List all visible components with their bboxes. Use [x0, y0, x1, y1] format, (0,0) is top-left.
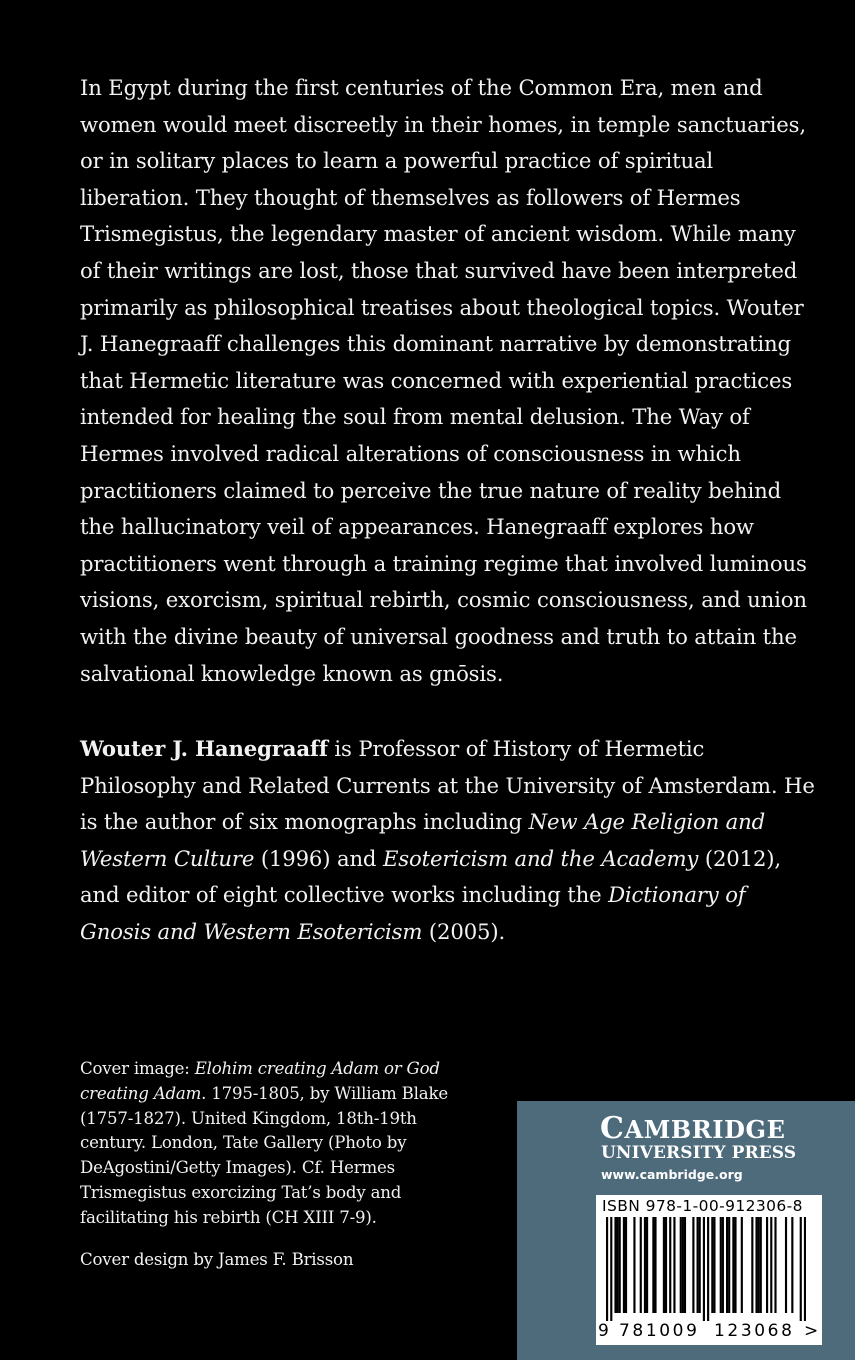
- publisher-panel: [517, 1101, 855, 1360]
- barcode-bar: [682, 1217, 684, 1313]
- author-bio: [80, 731, 820, 951]
- barcode-bar: [663, 1217, 665, 1313]
- publisher-subtitle: UNIVERSITY PRESS: [601, 1143, 797, 1163]
- barcode-bar: [623, 1217, 625, 1313]
- publisher-logo-name: [600, 1112, 850, 1147]
- barcode-bar: [713, 1217, 715, 1313]
- barcode-bar: [633, 1217, 635, 1313]
- book-title: Dictionary of Gnosis and Western Esotericism: [80, 882, 746, 944]
- barcode-bar: [640, 1217, 642, 1313]
- credit-prefix: Cover image:: [80, 1059, 195, 1078]
- barcode-bar: [726, 1217, 728, 1313]
- author-name: Wouter J. Hanegraaff: [80, 736, 328, 761]
- isbn-label: ISBN 978-1-00-912306-8: [602, 1197, 803, 1215]
- bio-paragraph: [80, 731, 820, 951]
- bio-text: (2005).: [422, 918, 506, 944]
- credit-text: . 1795-1805, by William Blake (1757-1827). United Kingdom, 18th-19th century. London, Tate Gallery (Photo by DeAgostini/Getty Images). Cf. Hermes Trismegistus exorcizing Tat’s body and facilitating his rebirth (CH XIII 7-9).: [80, 1083, 448, 1227]
- bio-text: (1996) and: [254, 845, 383, 871]
- barcode-bar: [652, 1217, 654, 1313]
- barcode-bar: [703, 1217, 705, 1321]
- barcode-bar: [758, 1217, 760, 1313]
- blurb-paragraph: In Egypt during the first centuries of the Common Era, men and women would meet discreetly in their homes, in temple sanctuaries, or in solitary places to learn a powerful practice of spiritual liberation. They thought of themselves as followers of Hermes Trismegistus, the legendary master of ancient wisdom. While many of their writings are lost, those that survived have been interpreted primarily as philosophical treatises about theological topics. Wouter J. Hanegraaff challenges this dominant narrative by demonstrating that Hermetic literature was concerned with experiential practices intended for healing the soul from mental delusion. The Way of Hermes involved radical alterations of consciousness in which practitioners claimed to perceive the true nature of reality behind the hallucinatory veil of appearances. Hanegraaff explores how practitioners went through a training regime that involved luminous visions, exorcism, spiritual rebirth, cosmic consciousness, and union with the divine beauty of universal goodness and truth to attain the salvational knowledge known as gnōsis.: [80, 75, 807, 686]
- barcode-bar: [711, 1217, 713, 1313]
- barcode-bar: [619, 1217, 621, 1313]
- logo-initial: C: [600, 1111, 625, 1146]
- barcode-first-digit: 9: [598, 1321, 609, 1341]
- bio-text: (2012), and editor of eight collective works including the: [80, 845, 781, 908]
- credit-paragraph: [80, 1057, 480, 1231]
- barcode-bar: [751, 1217, 753, 1313]
- bio-text: is Professor of History of Hermetic Philosophy and Related Currents at the University of Amsterdam. He is the author of six monographs including: [80, 736, 815, 835]
- barcode-bar: [755, 1217, 757, 1313]
- barcode-bar: [684, 1217, 686, 1313]
- artwork-title: Elohim creating Adam or God creating Adam: [80, 1059, 440, 1103]
- book-title: Esotericism and the Academy: [382, 845, 699, 871]
- barcode-bar: [770, 1217, 772, 1313]
- logo-rest: AMBRIDGE: [624, 1115, 786, 1144]
- barcode-bar: [785, 1217, 787, 1313]
- barcode-bar: [804, 1217, 806, 1321]
- barcode-bar: [728, 1217, 730, 1313]
- barcode-bar: [722, 1217, 724, 1313]
- barcode-bar: [625, 1217, 627, 1313]
- barcode-bar: [680, 1217, 682, 1313]
- barcode-bar: [760, 1217, 762, 1313]
- description-blurb: [80, 70, 815, 692]
- barcode-bar: [720, 1217, 722, 1313]
- barcode-bar: [614, 1217, 616, 1313]
- barcode-bar: [617, 1217, 619, 1313]
- barcode-bar: [692, 1217, 694, 1313]
- barcode-bar: [606, 1217, 608, 1321]
- barcode-bars: [606, 1217, 806, 1321]
- barcode-bar: [800, 1217, 802, 1321]
- barcode-bar: [766, 1217, 768, 1313]
- barcode-bar: [669, 1217, 671, 1313]
- barcode-bar: [774, 1217, 776, 1313]
- barcode-bar: [646, 1217, 648, 1313]
- publisher-url[interactable]: www.cambridge.org: [601, 1167, 743, 1182]
- barcode-digits: [598, 1321, 820, 1345]
- barcode-bar: [734, 1217, 736, 1313]
- barcode-bar: [732, 1217, 734, 1313]
- barcode-bar: [665, 1217, 667, 1313]
- isbn-barcode: [596, 1195, 822, 1345]
- barcode-arrow: >: [804, 1321, 819, 1341]
- barcode-bar: [791, 1217, 793, 1313]
- book-title: New Age Religion and Western Culture: [80, 809, 766, 871]
- barcode-bar: [673, 1217, 675, 1313]
- barcode-bar: [741, 1217, 743, 1313]
- barcode-bar: [610, 1217, 612, 1321]
- barcode-bar: [699, 1217, 701, 1313]
- cover-image-credit: [80, 1057, 480, 1231]
- barcode-digit-group: 781009: [619, 1321, 700, 1341]
- barcode-bar: [644, 1217, 646, 1313]
- barcode-bar: [654, 1217, 656, 1313]
- cover-design-credit: Cover design by James F. Brisson: [80, 1250, 354, 1269]
- barcode-bar: [707, 1217, 709, 1321]
- barcode-digit-group: 123068: [714, 1321, 795, 1341]
- barcode-bar: [697, 1217, 699, 1313]
